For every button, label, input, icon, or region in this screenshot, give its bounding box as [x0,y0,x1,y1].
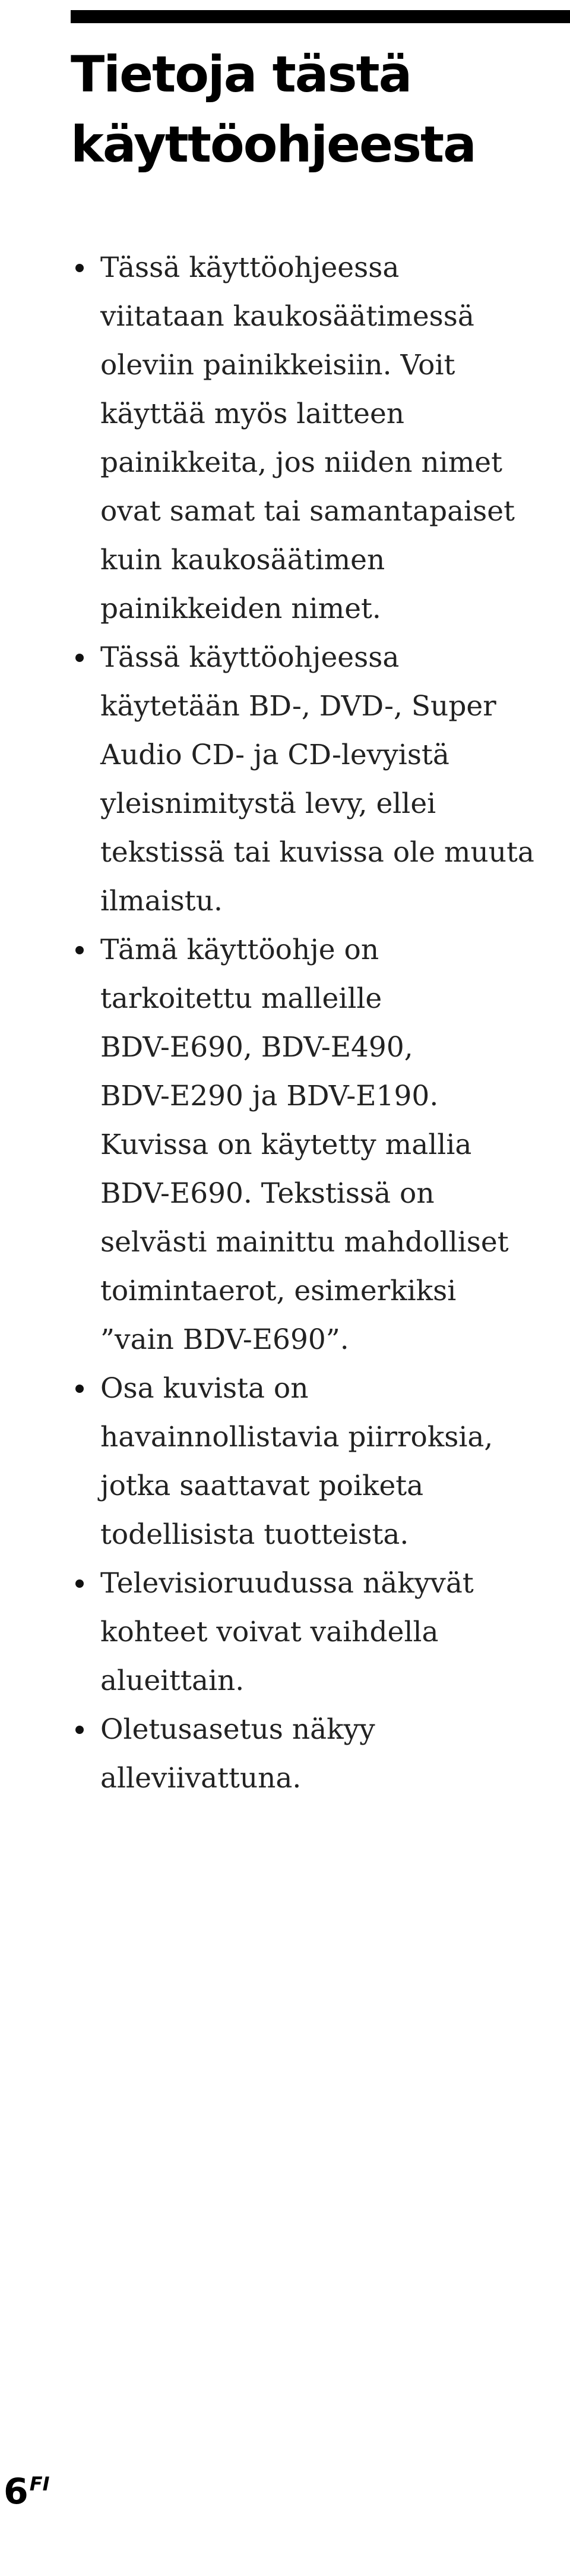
note-line: ovat samat tai samantapaiset [100,495,515,528]
bullet-icon [71,1364,88,1413]
note-line: BDV-E290 ja BDV-E190. [100,1080,439,1112]
note-line: Osa kuvista on [100,1372,309,1405]
note-line: ”vain BDV-E690”. [100,1323,349,1356]
note-line: selvästi mainittu mahdolliset [100,1226,509,1259]
note-line: kohteet voivat vaihdella [100,1616,439,1648]
note-item [71,633,570,926]
note-line: alueittain. [100,1664,245,1697]
language-code: FI [29,2473,50,2495]
note-item [71,926,570,1364]
bullet-icon [71,926,88,975]
note-line: BDV-E690, BDV-E490, [100,1031,413,1064]
note-line: Tässä käyttöohjeessa [100,251,400,284]
note-item [71,1705,570,1803]
page-title [71,39,563,179]
note-line: Audio CD- ja CD-levyistä [100,739,449,771]
note-line: toimintaerot, esimerkiksi [100,1275,457,1307]
note-line: Televisioruudussa näkyvät [100,1567,474,1600]
notes-list [71,244,570,1803]
note-line: Tämä käyttöohje on [100,934,379,966]
page-number [4,2466,50,2512]
bullet-icon [71,1705,88,1754]
note-line: oleviin painikkeisiin. Voit [100,349,455,381]
note-line: alleviivattuna. [100,1762,302,1795]
note-line: painikkeiden nimet. [100,592,381,625]
note-line: kuin kaukosäätimen [100,544,385,576]
note-line: käytetään BD-, DVD-, Super [100,690,496,723]
note-line: BDV-E690. Tekstissä on [100,1177,435,1210]
note-line: viitataan kaukosäätimessä [100,300,474,333]
note-line: Kuvissa on käytetty mallia [100,1128,472,1161]
page-number-value: 6 [4,2471,28,2512]
note-line: jotka saattavat poiketa [100,1470,424,1502]
note-line: painikkeita, jos niiden nimet [100,446,502,479]
bullet-icon [71,1559,88,1608]
note-item [71,244,570,633]
note-item [71,1559,570,1705]
note-line: Oletusasetus näkyy [100,1713,375,1746]
note-line: todellisista tuotteista. [100,1518,409,1551]
note-line: yleisnimitystä levy, ellei [100,787,436,820]
note-line: tekstissä tai kuvissa ole muuta [100,836,534,869]
note-line: Tässä käyttöohjeessa [100,641,400,674]
page-title-line: Tietoja tästä [71,45,411,103]
note-line: käyttää myös laitteen [100,398,405,430]
note-line: ilmaistu. [100,885,223,917]
note-item [71,1364,570,1559]
page-title-line: käyttöohjeesta [71,115,476,174]
note-line: tarkoitettu malleille [100,982,382,1015]
bullet-icon [71,633,88,682]
top-rule [71,10,570,23]
note-line: havainnollistavia piirroksia, [100,1421,493,1453]
bullet-icon [71,244,88,292]
